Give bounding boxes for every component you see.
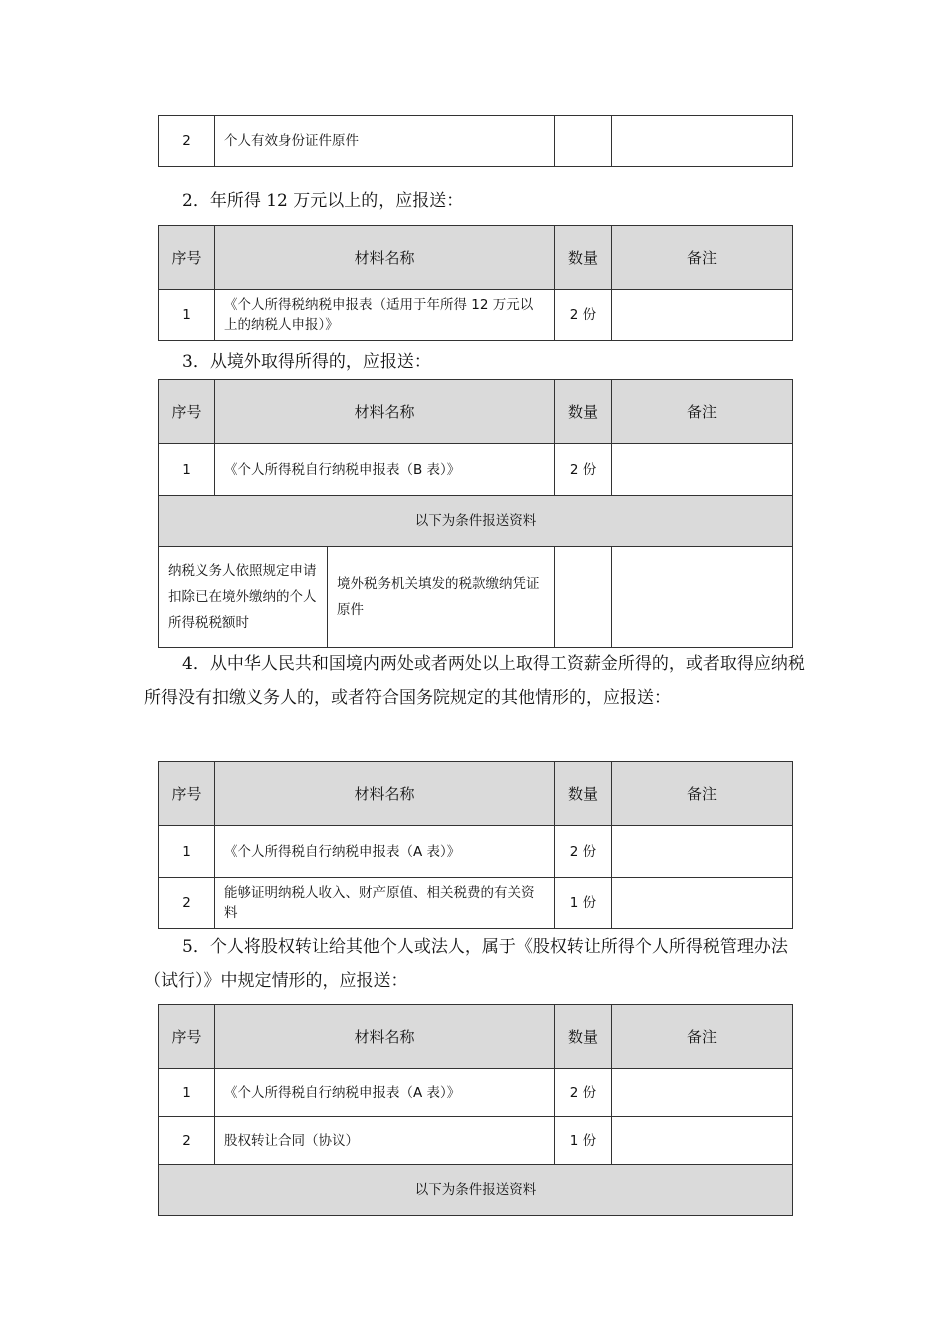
material-note xyxy=(612,878,793,929)
table-header xyxy=(159,1005,793,1069)
table-row xyxy=(159,444,793,496)
section-5-heading: 5．个人将股权转让给其他个人或法人，属于《股权转让所得个人所得税管理办法（试行）》中规定情形的，应报送： xyxy=(144,937,788,991)
material-note xyxy=(612,1117,793,1165)
material-name: 《个人所得税自行纳税申报表（A 表）》 xyxy=(215,826,555,878)
row-number: 1 xyxy=(159,444,215,496)
table-row xyxy=(159,1069,793,1117)
material-name: 能够证明纳税人收入、财产原值、相关税费的有关资料 xyxy=(215,878,555,929)
materials-table-section-3 xyxy=(158,379,793,648)
row-number: 1 xyxy=(159,290,215,341)
material-quantity: 2 份 xyxy=(555,1069,612,1117)
materials-table-section-2 xyxy=(158,225,793,341)
header-number: 序号 xyxy=(159,1005,215,1069)
conditional-divider-row xyxy=(159,496,793,547)
material-quantity xyxy=(555,547,612,648)
material-note xyxy=(612,444,793,496)
table-header xyxy=(159,762,793,826)
header-name: 材料名称 xyxy=(215,762,555,826)
table-row xyxy=(159,547,793,648)
table-row xyxy=(159,826,793,878)
section-3-heading: 3．从境外取得所得的，应报送： xyxy=(182,352,431,372)
material-quantity: 1 份 xyxy=(555,878,612,929)
header-quantity: 数量 xyxy=(555,380,612,444)
conditional-materials-label: 以下为条件报送资料 xyxy=(159,496,793,547)
material-quantity: 2 份 xyxy=(555,826,612,878)
header-number: 序号 xyxy=(159,762,215,826)
header-quantity: 数量 xyxy=(555,762,612,826)
material-name: 《个人所得税纳税申报表（适用于年所得 12 万元以上的纳税人申报）》 xyxy=(215,290,555,341)
table-row xyxy=(159,290,793,341)
header-number: 序号 xyxy=(159,380,215,444)
header-note: 备注 xyxy=(612,380,793,444)
material-name: 股权转让合同（协议） xyxy=(215,1117,555,1165)
conditional-materials-label: 以下为条件报送资料 xyxy=(159,1165,793,1216)
header-name: 材料名称 xyxy=(215,380,555,444)
table-header xyxy=(159,226,793,290)
header-name: 材料名称 xyxy=(215,226,555,290)
condition-description: 纳税义务人依照规定申请扣除已在境外缴纳的个人所得税税额时 xyxy=(159,547,328,648)
conditional-divider-row xyxy=(159,1165,793,1216)
header-note: 备注 xyxy=(612,226,793,290)
material-quantity: 2 份 xyxy=(555,444,612,496)
row-number: 2 xyxy=(159,878,215,929)
table-row xyxy=(159,878,793,929)
material-note xyxy=(612,290,793,341)
material-quantity: 1 份 xyxy=(555,1117,612,1165)
material-note xyxy=(612,826,793,878)
row-number: 1 xyxy=(159,826,215,878)
row-number: 2 xyxy=(159,1117,215,1165)
table-row xyxy=(159,116,793,167)
section-2-heading: 2．年所得 12 万元以上的，应报送： xyxy=(182,191,464,211)
table-row xyxy=(159,1117,793,1165)
material-note xyxy=(612,547,793,648)
header-number: 序号 xyxy=(159,226,215,290)
header-quantity: 数量 xyxy=(555,226,612,290)
material-note xyxy=(612,116,793,167)
header-note: 备注 xyxy=(612,1005,793,1069)
materials-table-section-4 xyxy=(158,761,793,929)
material-name: 《个人所得税自行纳税申报表（B 表）》 xyxy=(215,444,555,496)
header-quantity: 数量 xyxy=(555,1005,612,1069)
header-note: 备注 xyxy=(612,762,793,826)
table-header xyxy=(159,380,793,444)
material-note xyxy=(612,1069,793,1117)
material-name: 境外税务机关填发的税款缴纳凭证原件 xyxy=(328,547,555,648)
row-number: 1 xyxy=(159,1069,215,1117)
material-name: 个人有效身份证件原件 xyxy=(215,116,555,167)
materials-table-continued xyxy=(158,115,793,167)
row-number: 2 xyxy=(159,116,215,167)
material-quantity xyxy=(555,116,612,167)
header-name: 材料名称 xyxy=(215,1005,555,1069)
material-name: 《个人所得税自行纳税申报表（A 表）》 xyxy=(215,1069,555,1117)
material-quantity: 2 份 xyxy=(555,290,612,341)
materials-table-section-5 xyxy=(158,1004,793,1216)
section-4-heading: 4．从中华人民共和国境内两处或者两处以上取得工资薪金所得的，或者取得应纳税所得没有扣缴义务人的，或者符合国务院规定的其他情形的，应报送： xyxy=(144,654,805,708)
